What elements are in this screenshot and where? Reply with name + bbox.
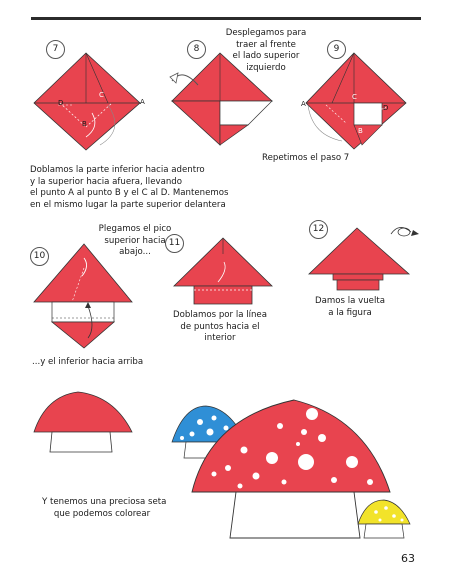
plegamos-line-2: superior hacia [104, 235, 166, 246]
vuelta-line-1: Damos la vuelta [315, 296, 385, 306]
colored-mushrooms-illustration [170, 396, 420, 546]
linea-line-2: de puntos hacia el [180, 321, 260, 332]
point-d-label-7: D [58, 99, 64, 107]
doblamos-line-3: el punto A al punto B y el C al D. Mantenemos [30, 188, 229, 198]
point-d-label-9: D [383, 104, 389, 112]
step-11-diagram [168, 232, 283, 312]
plegamos-line-1: Plegamos el pico [98, 224, 172, 234]
seta-line-2: que podemos colorear [53, 508, 151, 519]
desplegamos-line-2: traer al frente [236, 39, 296, 50]
desplegamos-line-4: izquierdo [246, 62, 286, 73]
linea-line-3: interior [204, 333, 236, 343]
step-12-diagram [305, 220, 425, 300]
doblamos-caption [30, 165, 229, 211]
desplegamos-line-1: Desplegamos para [225, 28, 307, 38]
doblamos-line-1: Doblamos la parte inferior hacia adentro [30, 165, 205, 175]
vuelta-caption [310, 296, 390, 319]
doblamos-line-4: en el mismo lugar la parte superior delantera [30, 199, 226, 210]
linea-caption [170, 310, 270, 345]
page-number: 63 [401, 552, 415, 565]
step-11-badge: 11 [165, 234, 184, 253]
step-9-badge: 9 [327, 40, 346, 59]
plegamos-line-3: abajo... [119, 247, 151, 257]
vuelta-line-2: a la figura [328, 307, 372, 318]
point-c-label-7: C [99, 91, 104, 99]
desplegamos-line-3: el lado superior [232, 51, 300, 61]
point-a-label-9: A [301, 100, 306, 108]
inferior-caption: ...y el inferior hacia arriba [32, 357, 144, 367]
point-a-label-7: A [140, 98, 145, 106]
top-rule [31, 17, 421, 20]
doblamos-line-2: y la superior hacia afuera, llevando [30, 176, 182, 187]
point-c-label-9: C [352, 93, 357, 101]
step-7-diagram [30, 45, 145, 155]
point-b-label-9: B [358, 127, 363, 135]
step-8-badge: 8 [187, 40, 206, 59]
point-b-label-7: B [82, 120, 87, 128]
linea-line-1: Doblamos por la línea [173, 310, 267, 320]
seta-caption [42, 497, 167, 520]
step-9-diagram [302, 45, 417, 155]
seta-line-1: Y tenemos una preciosa seta [42, 497, 167, 507]
desplegamos-caption [216, 28, 316, 74]
step-12-badge: 12 [309, 220, 328, 239]
step-7-badge: 7 [46, 40, 65, 59]
plegamos-caption [96, 224, 174, 259]
small-mushroom-diagram [28, 388, 138, 458]
repetimos-caption: Repetimos el paso 7 [262, 153, 350, 163]
step-10-badge: 10 [30, 247, 49, 266]
